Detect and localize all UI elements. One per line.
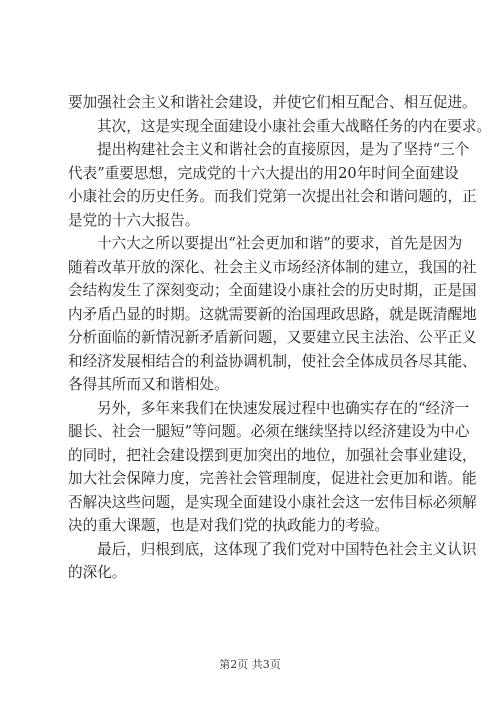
text-line: 要加强社会主义和谐社会建设，并使它们相互配合、相互促进。 (68, 94, 477, 111)
text-line: 十六大之所以要提出“社会更加和谐”的要求，首先是因为 (97, 235, 463, 252)
text-line: 内矛盾凸显的时期。这就需要新的治国理政思路，就是既清醒地 (68, 305, 477, 323)
text-line: 加大社会保障力度，完善社会管理制度，促进社会更加和谐。能 (68, 470, 477, 487)
text-line: 各得其所而又和谐相处。 (68, 376, 229, 393)
text-line: 小康社会的历史任务。而我们党第一次提出社会和谐问题的，正 (68, 188, 477, 205)
text-line: 的同时，把社会建设摆到更加突出的地位，加强社会事业建设， (68, 446, 477, 464)
text-line: 的深化。 (68, 564, 127, 581)
text-line: 随着改革开放的深化、社会主义市场经济体制的建立，我国的社 (68, 258, 477, 276)
text-line: 其次，这是实现全面建设小康社会重大战略任务的内在要求。 (97, 117, 492, 135)
text-line: 提出构建社会主义和谐社会的直接原因，是为了坚持“三个 (97, 141, 470, 158)
text-line: 腿长、社会一腿短”等问题。必须在继续坚持以经济建设为中心 (68, 423, 470, 440)
text-line: 是党的十六大报告。 (68, 211, 200, 229)
text-line: 会结构发生了深刻变动；全面建设小康社会的历史时期，正是国 (68, 282, 477, 299)
document-body (68, 91, 492, 585)
text-line: 代表”重要思想，完成党的十六大提出的用20年时间全面建设 (68, 164, 459, 182)
text-line: 决的重大课题，也是对我们党的执政能力的考验。 (68, 517, 390, 534)
text-line: 另外，多年来我们在快速发展过程中也确实存在的“经济一 (97, 399, 470, 417)
text-line: 最后，归根到底，这体现了我们党对中国特色社会主义认识 (97, 540, 477, 558)
text-line: 否解决这些问题，是实现全面建设小康社会这一宏伟目标必须解 (68, 493, 477, 511)
text-line: 和经济发展相结合的利益协调机制，使社会全体成员各尽其能、 (68, 352, 477, 370)
page-footer: 第2页 共3页 (219, 658, 281, 671)
text-line: 分析面临的新情况新矛盾新问题，又要建立民主法治、公平正义 (68, 329, 477, 346)
